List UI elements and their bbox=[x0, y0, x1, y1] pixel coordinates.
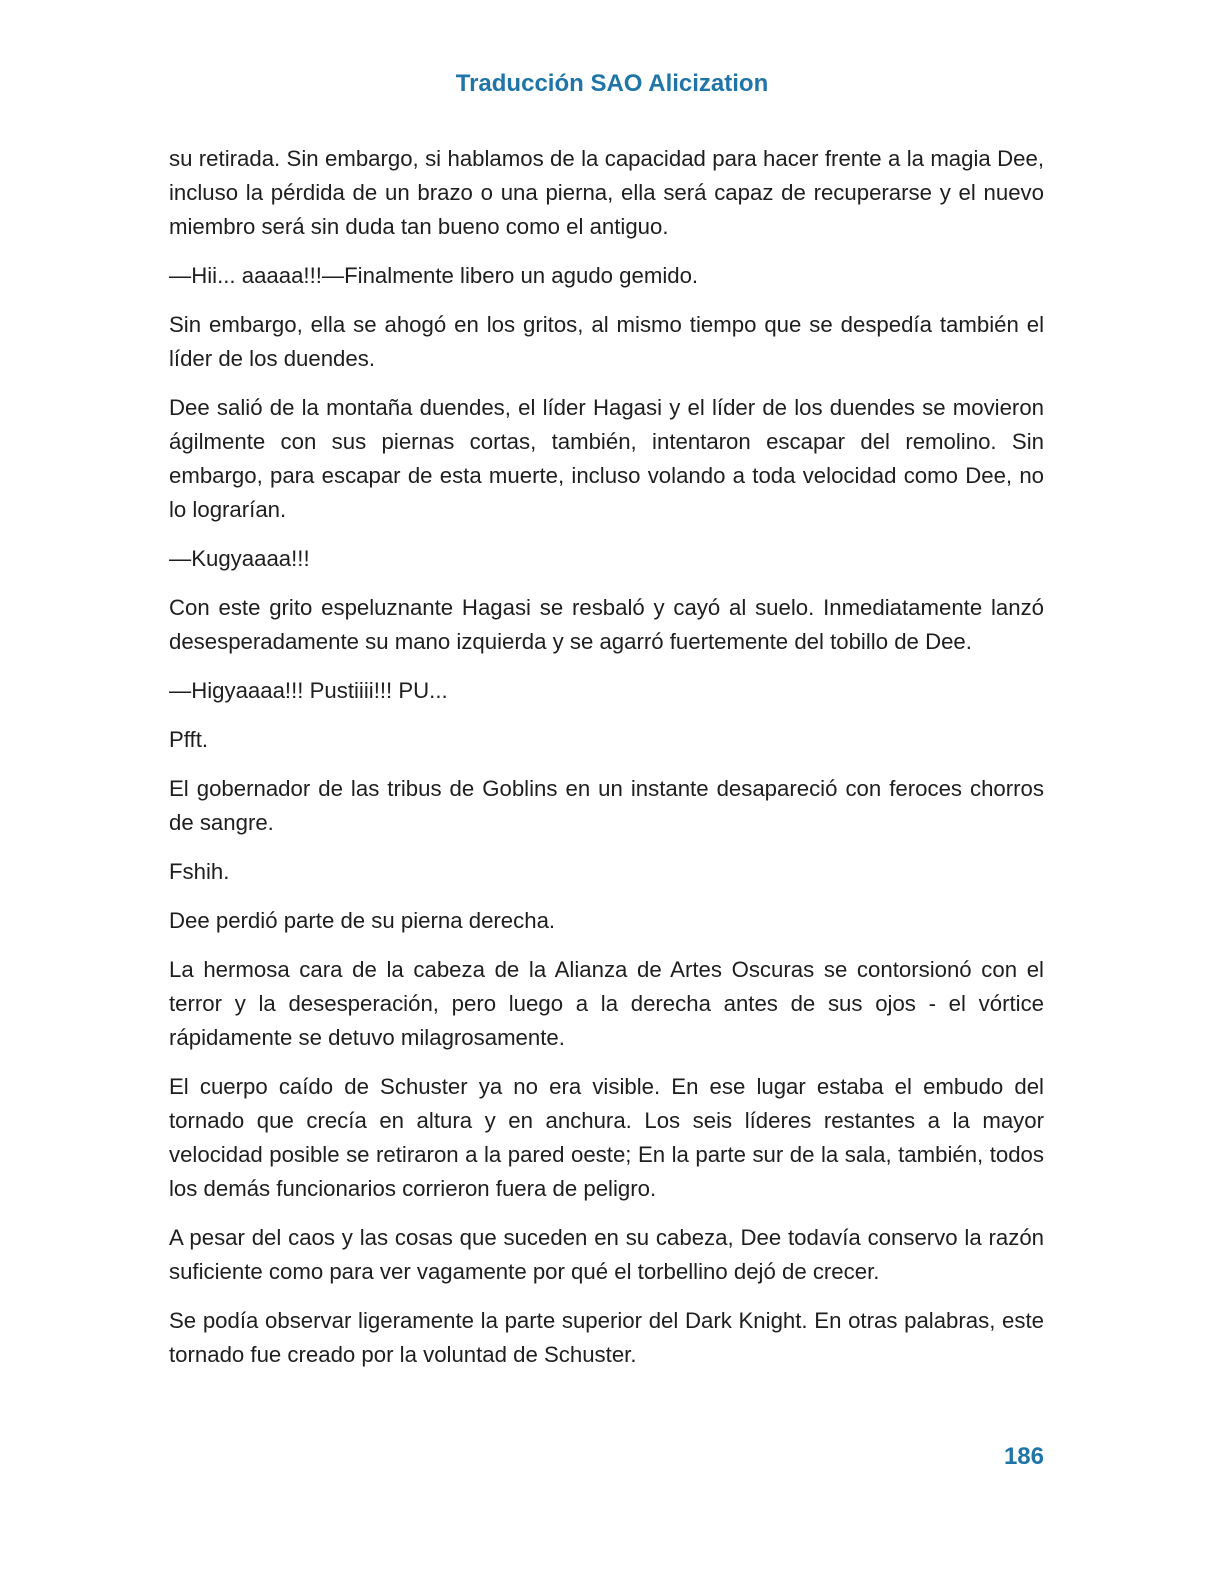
paragraph: su retirada. Sin embargo, si hablamos de la capacidad para hacer frente a la magia Dee, incluso la pérdida de un brazo o una pierna, ella será capaz de recuperarse y el nuevo miembro será sin duda tan bueno como el antiguo. bbox=[169, 146, 1044, 239]
paragraph: Pfft. bbox=[169, 727, 209, 752]
body-text bbox=[169, 142, 1044, 1387]
paragraph: Se podía observar ligeramente la parte superior del Dark Knight. En otras palabras, este tornado fue creado por la voluntad de Schuster. bbox=[169, 1308, 1044, 1367]
paragraph: Con este grito espeluznante Hagasi se resbaló y cayó al suelo. Inmediatamente lanzó desesperadamente su mano izquierda y se agarró fuertemente del tobillo de Dee. bbox=[169, 595, 1044, 654]
paragraph: —Higyaaaa!!! Pustiiii!!! PU... bbox=[169, 678, 448, 703]
paragraph: La hermosa cara de la cabeza de la Alianza de Artes Oscuras se contorsionó con el terror y la desesperación, pero luego a la derecha antes de sus ojos - el vórtice rápidamente se detuvo milagrosamente. bbox=[169, 957, 1044, 1050]
paragraph: El cuerpo caído de Schuster ya no era visible. En ese lugar estaba el embudo del tornado que crecía en altura y en anchura. Los seis líderes restantes a la mayor velocidad posible se retiraron a la pared oeste; En la parte sur de la sala, también, todos los demás funcionarios corrieron fuera de peligro. bbox=[169, 1074, 1044, 1201]
page-header-title: Traducción SAO Alicization bbox=[455, 70, 769, 97]
paragraph: Sin embargo, ella se ahogó en los gritos, al mismo tiempo que se despedía también el líder de los duendes. bbox=[169, 312, 1044, 371]
paragraph: Fshih. bbox=[169, 859, 230, 884]
paragraph: Dee salió de la montaña duendes, el líder Hagasi y el líder de los duendes se movieron ágilmente con sus piernas cortas, también, intentaron escapar del remolino. Sin embargo, para escapar de esta muerte, incluso volando a toda velocidad como Dee, no lo lograrían. bbox=[169, 395, 1044, 522]
paragraph: —Hii... aaaaa!!!—Finalmente libero un agudo gemido. bbox=[169, 263, 699, 288]
paragraph: A pesar del caos y las cosas que suceden en su cabeza, Dee todavía conservo la razón suficiente como para ver vagamente por qué el torbellino dejó de crecer. bbox=[169, 1225, 1044, 1284]
paragraph: Dee perdió parte de su pierna derecha. bbox=[169, 908, 556, 933]
paragraph: El gobernador de las tribus de Goblins en un instante desapareció con feroces chorros de sangre. bbox=[169, 776, 1044, 835]
paragraph: —Kugyaaaa!!! bbox=[169, 546, 310, 571]
page-number: 186 bbox=[1003, 1443, 1044, 1470]
